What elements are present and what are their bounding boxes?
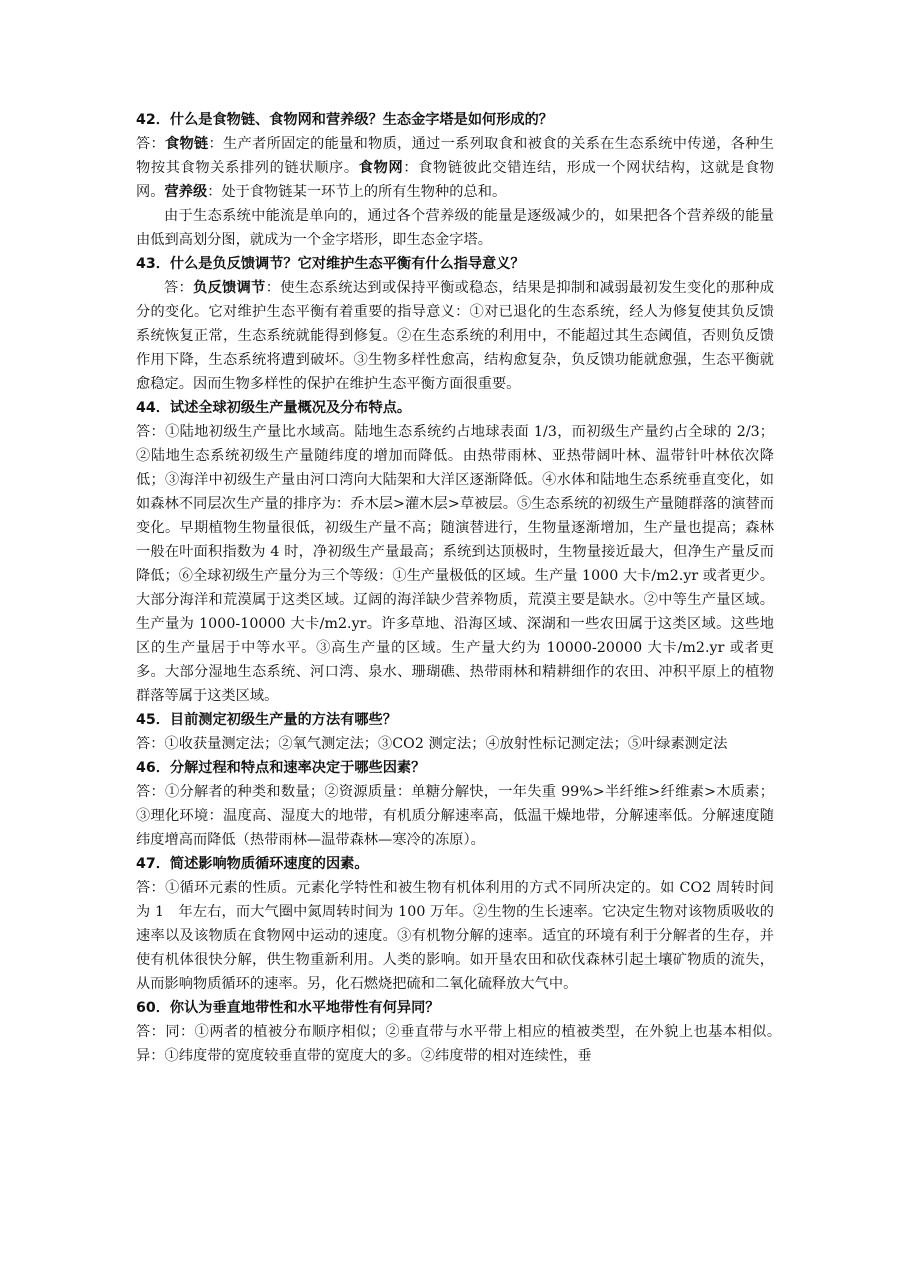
answer-paragraph: 答：①分解者的种类和数量；②资源质量：单糖分解快，一年失重 99%>半纤维>纤维素>木质素；③理化环境：温度高、湿度大的地带，有机质分解速率高，低温干燥地带，分解速率低。分解速度随纬度增高而降低（热带雨林—温带森林—寒冷的冻原）。 [136,784,774,848]
answer-paragraph: 答：①陆地初级生产量比水域高。陆地生态系统约占地球表面 1/3，而初级生产量约占全球的 2/3；②陆地生态系统初级生产量随纬度的增加而降低。由热带雨林、亚热带阔叶林、温带针叶林依次降低；③海洋中初级生产量由河口湾向大陆架和大洋区逐渐降低。④水体和陆地生态系统垂直变化，如如森林不同层次生产量的排序为：乔木层>灌木层>草被层。⑤生态系统的初级生产量随群落的演替而变化。早期植物生物量很低，初级生产量不高；随演替进行，生物量逐渐增加，生产量也提高；森林一般在叶面积指数为 4 时，净初级生产量最高；系统到达顶极时，生物量接近最大，但净生产量反而降低；⑥全球初级生产量分为三个等级：①生产量极低的区域。生产量 1000 大卡/m2.yr 或者更少。大部分海洋和荒漠属于这类区域。辽阔的海洋缺少营养物质，荒漠主要是缺水。②中等生产量区域。生产量为 1000-10000 大卡/m2.yr。许多草地、沿海区域、深湖和一些农田属于这类区域。这些地区的生产量居于中等水平。③高生产量的区域。生产量大约为 10000-20000 大卡/m2.yr 或者更多。大部分湿地生态系统、河口湾、泉水、珊瑚礁、热带雨林和精耕细作的农田、冲积平原上的植物群落等属于这类区域。 [136,424,774,704]
term-trophic-level: 营养级 [164,184,208,200]
term-negative-feedback: 负反馈调节 [193,280,266,296]
question-heading: 46．分解过程和特点和速率决定于哪些因素？ [136,760,426,776]
question-heading: 60．你认为垂直地带性和水平地带性有何异同？ [136,1000,440,1016]
answer-paragraph: 答：①循环元素的性质。元素化学特性和被生物有机体利用的方式不同所决定的。如 CO2 周转时间为 1 年左右，而大气圈中氮周转时间为 100 万年。②生物的生长速率。它决定生物对该物质吸收的速率以及该物质在食物网中运动的速度。③有机物分解的速率。适宜的环境有利于分解者的生存，并使有机体很快分解，供生物重新利用。人类的影响。如开垦农田和砍伐森林引起土壤矿物质的流失，从而影响物质循环的速率。另，化石燃烧把硫和二氧化硫释放大气中。 [136,880,774,992]
answer-paragraph: 由于生态系统中能流是单向的，通过各个营养级的能量是逐级减少的，如果把各个营养级的能量由低到高划分图，就成为一个金字塔形，即生态金字塔。 [136,208,774,248]
answer-paragraph: 答：①收获量测定法；②氧气测定法；③CO2 测定法；④放射性标记测定法；⑤叶绿素测定法 [136,736,728,752]
question-heading: 45．目前测定初级生产量的方法有哪些？ [136,712,397,728]
definition-food-chain: ：生产者所固定的能量和物质，通过一系列取食和被食的关系在生态系统中传递，各种生物按其食物关系排列的链状顺序。 [136,136,775,176]
section-60 [136,996,831,1068]
question-heading: 47．简述影响物质循环速度的因素。 [136,856,369,872]
term-food-web: 食物网 [358,160,404,176]
definition-food-web: ：食物链彼此交错连结，形成一个网状结构，这就是食物网。 [136,160,774,200]
question-heading: 42．什么是食物链、食物网和营养级？生态金字塔是如何形成的？ [136,112,553,128]
answer-paragraph [136,276,774,396]
answer-prefix: 答： [164,280,194,296]
section-42 [136,108,774,252]
question-heading: 43．什么是负反馈调节？它对维护生态平衡有什么指导意义？ [136,256,525,272]
section-45 [136,708,774,756]
answer-prefix: 答： [136,136,166,152]
answer-paragraph: 答：同：①两者的植被分布顺序相似；②垂直带与水平带上相应的植被类型，在外貌上也基本相似。 异：①纬度带的宽度较垂直带的宽度大的多。②纬度带的相对连续性，垂 [136,1024,831,1064]
definition-trophic-level: ：处于食物链某一环节上的所有生物种的总和。 [207,184,507,200]
term-food-chain: 食物链 [165,136,209,152]
answer-paragraph [136,132,774,204]
section-44 [136,396,774,708]
answer-body: ：使生态系统达到或保持平衡或稳态，结果是抑制和减弱最初发生变化的那种成分的变化。它对维护生态平衡有着重要的指导意义：①对已退化的生态系统，经人为修复使其负反馈系统恢复正常，生态系统就能得到修复。②在生态系统的利用中，不能超过其生态阈值，否则负反馈作用下降，生态系统将遭到破坏。③生物多样性愈高，结构愈复杂，负反馈功能就愈强，生态平衡就愈稳定。因而生物多样性的保护在维护生态平衡方面很重要。 [136,280,774,392]
section-47 [136,852,774,996]
question-heading: 44．试述全球初级生产量概况及分布特点。 [136,400,412,416]
section-43 [136,252,774,396]
section-46 [136,756,774,852]
